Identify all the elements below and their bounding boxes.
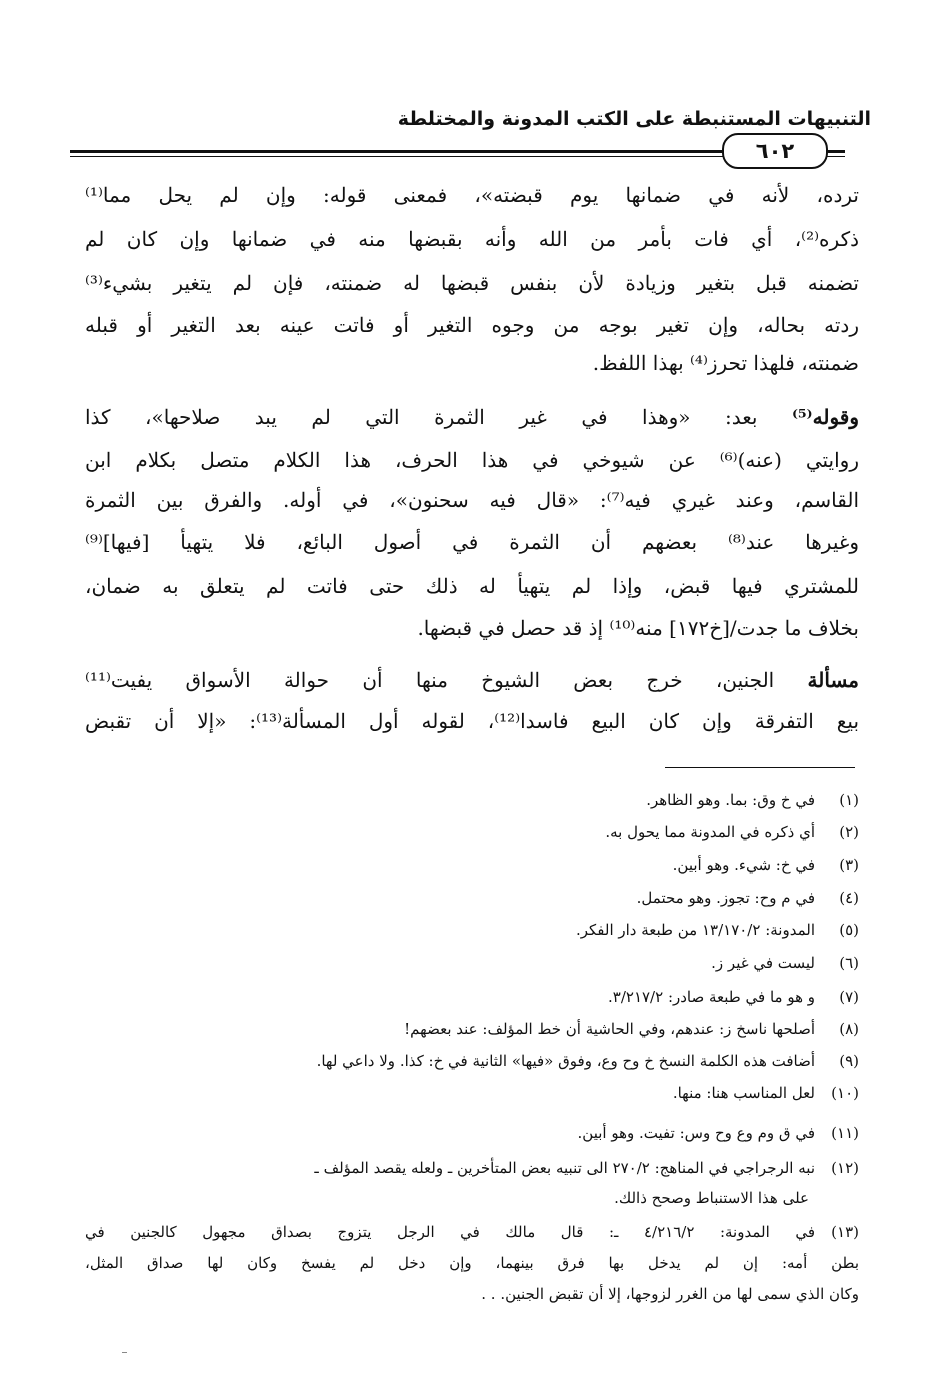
- footnote-text: أصلحها ناسخ ز: عندهم، وفي الحاشية أن خط المؤلف: عند بعضهم!: [404, 1020, 815, 1038]
- footnote-number: (١١): [831, 1124, 859, 1142]
- body-line-text: تضمنه قبل بتغير وزيادة لأن بنفس قبضها له ضمنته، فإن لم يتغير بشيء⁽³⁾: [85, 271, 859, 295]
- footnote-number: (١): [839, 791, 859, 809]
- footnote: [85, 850, 859, 880]
- body-line: [85, 344, 859, 382]
- body-line-text: ذكره⁽²⁾، أي فات بأمر من الله وأنه بقبضها منه في ضمانها وإن كان لم: [85, 227, 859, 251]
- body-line-text: الجنين، خرج بعض الشيوخ منها أن حوالة الأسواق يفيت⁽¹¹⁾: [85, 668, 808, 692]
- footnote-number: (٣): [839, 856, 859, 874]
- body-line-text: وغيرها عند⁽⁸⁾ بعضهم أن الثمرة في أصول البائع، فلا يتهيأ [فيها]⁽⁹⁾: [85, 530, 859, 554]
- body-line: [85, 220, 859, 258]
- footnote-text: في المدونة: ٤/٢١٦/٢ ـ: قال مالك في الرجل يتزوج بصداق مجهول كالجنين في: [85, 1223, 815, 1241]
- paragraph-lead-word: مسألة: [807, 668, 859, 692]
- body-line: [85, 264, 859, 302]
- footnote: [85, 948, 859, 978]
- footnote: [85, 817, 859, 847]
- footnote-number: (٥): [839, 921, 859, 939]
- body-line: [85, 609, 859, 647]
- body-line-text: ترده، لأنه في ضمانها يوم قبضته»، فمعنى قوله: وإن لم يحل مما⁽¹⁾: [85, 183, 859, 207]
- footnote: [85, 1217, 859, 1247]
- body-line-text: روايتي (عنه)⁽⁶⁾ عن شيوخي في هذا الحرف، هذا الكلام متصل بكلام ابن: [85, 448, 859, 472]
- scan-speck: [122, 1352, 127, 1353]
- footnote-text: و هو ما في طبعة صادر: ٣/٢١٧/٢.: [608, 988, 815, 1006]
- body-line: [85, 702, 859, 740]
- body-line: [85, 567, 859, 605]
- footnote-text: في خ وق: بما. وهو الظاهر.: [646, 791, 815, 809]
- footnote-text: ليست في غير ز.: [711, 954, 815, 972]
- footnote-text: في خ: شيء. وهو أبين.: [672, 856, 815, 874]
- footnote-text: بطن أمه: إن لم يدخل بها فرق بينهما، وإن دخل لم يفسخ وكان لها صداق المثل،: [85, 1254, 859, 1272]
- body-line: [85, 176, 859, 214]
- footnote-text: نبه الرجراجي في المناهج: ٢٧٠/٢ الى تنبيه بعض المتأخرين ـ ولعله يقصد المؤلف ـ: [314, 1159, 815, 1177]
- body-line-text: للمشتري فيها قبض، وإذا لم يتهيأ له ذلك حتى فاتت لم يتعلق به ضمان،: [85, 574, 859, 598]
- running-header-title: التنبيهات المستنبطة على الكتب المدونة والمختلطة: [397, 108, 871, 130]
- footnote-text: على هذا الاستنباط وصحح ذالك.: [614, 1189, 809, 1207]
- footnote-number: (٤): [839, 889, 859, 907]
- body-line: [85, 306, 859, 344]
- footnote-text: أضافت هذه الكلمة النسخ خ وح وع، وفوق «فيها» الثانية في خ: كذا. ولا داعي لها.: [316, 1052, 815, 1070]
- footnote-number: (٧): [839, 988, 859, 1006]
- footnote-text: في م وح: تجوز. وهو محتمل.: [636, 889, 815, 907]
- footnote-text: المدونة: ١٣/١٧٠/٢ من طبعة دار الفكر.: [575, 921, 815, 939]
- footnote-number: (١٠): [831, 1084, 859, 1102]
- body-line-text: بعد: «وهذا في غير الثمرة التي لم يبد صلاحها»، كذا: [85, 405, 792, 429]
- footnote: [85, 785, 859, 815]
- body-line: [85, 523, 859, 561]
- footnote-text: وكان الذي سمى لها من الغرر لزوجها، إلا أن تقبض الجنين. . .: [481, 1285, 859, 1303]
- footnote-continuation: [85, 1279, 859, 1309]
- body-line: [85, 481, 859, 519]
- body-line: [85, 441, 859, 479]
- footnote: [85, 1118, 859, 1148]
- footnote: [85, 982, 859, 1012]
- footnote-number: (٢): [839, 823, 859, 841]
- footnote: [85, 1153, 859, 1183]
- footnote-number: (٨): [839, 1020, 859, 1038]
- footnote-continuation: [85, 1183, 859, 1213]
- footnote: [85, 1014, 859, 1044]
- footnote-continuation: [85, 1248, 859, 1278]
- body-line-text: ردته بحاله، وإن تغير بوجه من وجوه التغير أو فاتت عينه بعد التغير أو قبله: [85, 313, 859, 337]
- body-line-text: ضمنته، فلهذا تحرز⁽⁴⁾ بهذا اللفظ.: [592, 351, 859, 375]
- paragraph-lead-word: وقوله⁽⁵⁾: [791, 405, 859, 429]
- body-line: [85, 661, 859, 699]
- page-number: ٦٠٢: [722, 133, 828, 169]
- footnote-number: (٩): [839, 1052, 859, 1070]
- footnote: [85, 915, 859, 945]
- body-line-text: القاسم، وعند غيري فيه⁽⁷⁾: «قال فيه سحنون»، في أوله. والفرق بين الثمرة: [85, 488, 859, 512]
- body-line-text: بيع التفرقة وإن كان البيع فاسدا⁽¹²⁾، لقوله أول المسألة⁽¹³⁾: «إلا أن تقبض: [85, 709, 859, 733]
- footnote-text: في ق وم وع وح وس: تفيت. وهو أبين.: [577, 1124, 815, 1142]
- footnote-separator: [665, 767, 855, 768]
- footnote: [85, 1046, 859, 1076]
- footnote-text: لعل المناسب هنا: منها.: [672, 1084, 815, 1102]
- body-line: [85, 398, 859, 436]
- footnote-number: (٦): [839, 954, 859, 972]
- footnote: [85, 1078, 859, 1108]
- footnote-text: أي ذكره في المدونة مما يحول به.: [605, 823, 815, 841]
- footnote-number: (١٢): [831, 1159, 859, 1177]
- body-line-text: بخلاف ما جدت/[خ١٧٢] منه⁽¹⁰⁾ إذ قد حصل في قبضها.: [417, 616, 859, 640]
- footnote-number: (١٣): [831, 1223, 859, 1241]
- footnote: [85, 883, 859, 913]
